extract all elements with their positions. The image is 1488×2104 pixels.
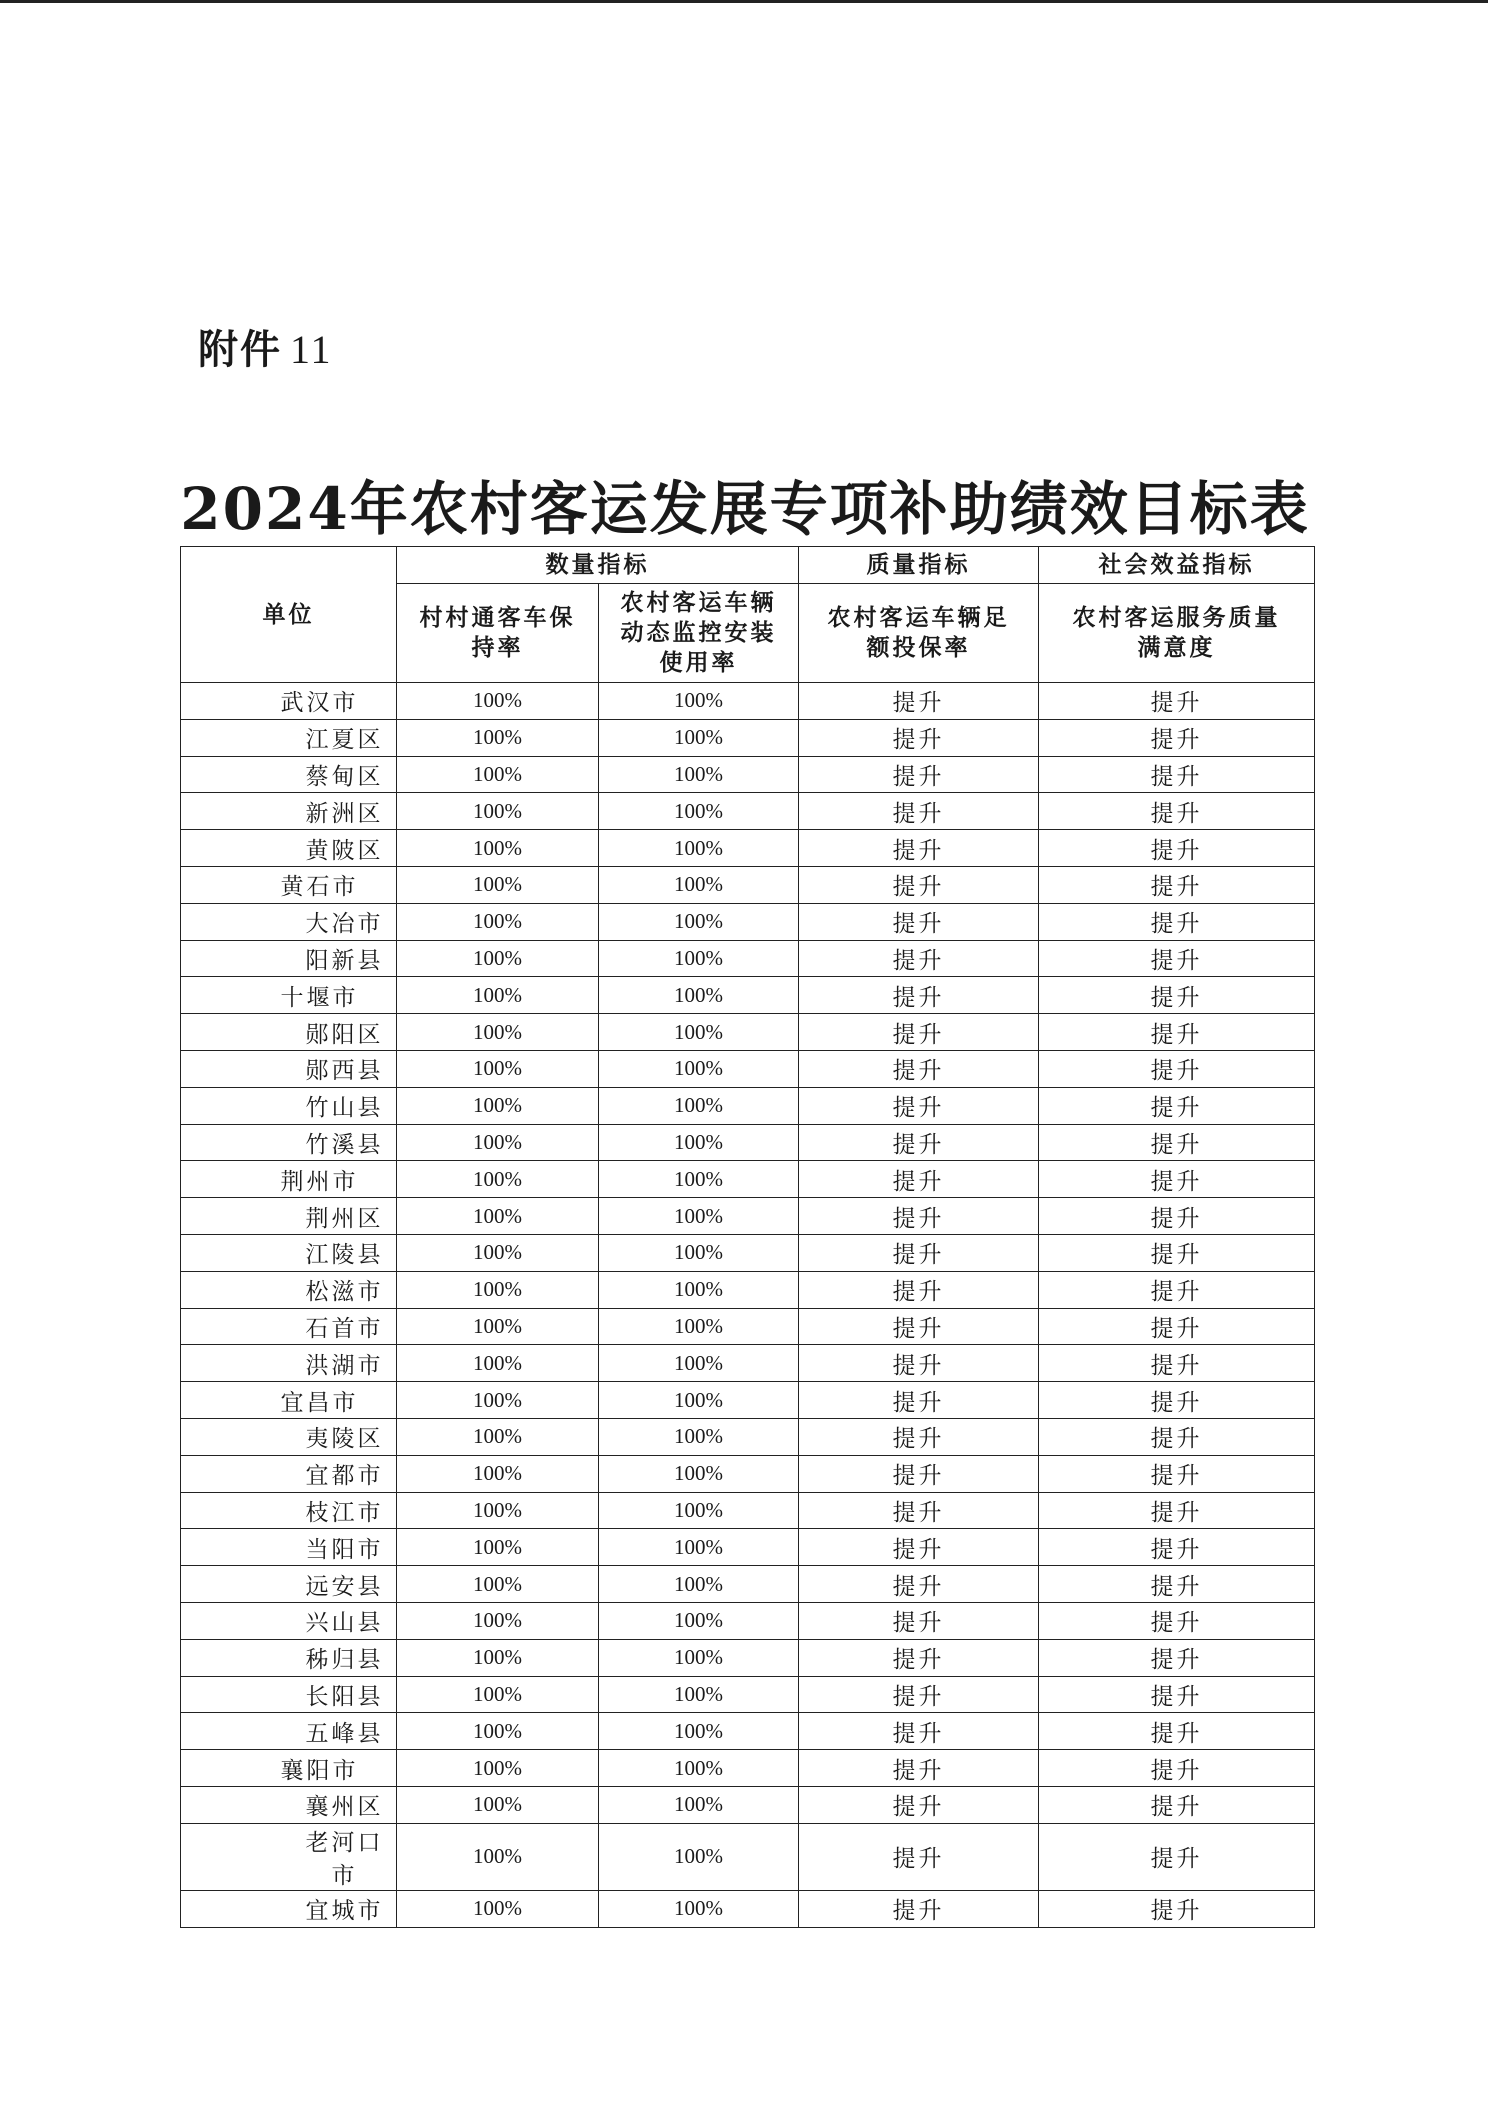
insurance-rate-cell: 提升 (799, 940, 1039, 977)
page-title: 2024年农村客运发展专项补助绩效目标表 (180, 475, 1310, 543)
unit-cell: 兴山县 (181, 1602, 397, 1639)
table-row (181, 903, 1315, 940)
insurance-rate-cell: 提升 (799, 1639, 1039, 1676)
unit-cell: 江陵县 (181, 1234, 397, 1271)
unit-cell: 阳新县 (181, 940, 397, 977)
insurance-rate-cell: 提升 (799, 793, 1039, 830)
insurance-rate-cell: 提升 (799, 719, 1039, 756)
table-row (181, 1602, 1315, 1639)
village-bus-rate-cell: 100% (397, 1713, 599, 1750)
village-bus-rate-cell: 100% (397, 1455, 599, 1492)
insurance-rate-cell: 提升 (799, 1529, 1039, 1566)
table-row (181, 1455, 1315, 1492)
table-row (181, 1087, 1315, 1124)
monitoring-rate-cell: 100% (599, 1161, 799, 1198)
village-bus-rate-cell: 100% (397, 1418, 599, 1455)
table-row (181, 683, 1315, 720)
insurance-rate-cell: 提升 (799, 1418, 1039, 1455)
village-bus-rate-cell: 100% (397, 1492, 599, 1529)
village-bus-rate-cell: 100% (397, 1602, 599, 1639)
monitoring-rate-cell: 100% (599, 1890, 799, 1927)
village-bus-rate-cell: 100% (397, 903, 599, 940)
satisfaction-cell: 提升 (1039, 1455, 1315, 1492)
monitoring-rate-cell: 100% (599, 1124, 799, 1161)
satisfaction-cell: 提升 (1039, 1890, 1315, 1927)
table-row (181, 1382, 1315, 1419)
village-bus-rate-cell: 100% (397, 940, 599, 977)
insurance-rate-cell: 提升 (799, 1234, 1039, 1271)
village-bus-rate-cell: 100% (397, 1234, 599, 1271)
monitoring-rate-cell: 100% (599, 1566, 799, 1603)
unit-cell: 远安县 (181, 1566, 397, 1603)
village-bus-rate-cell: 100% (397, 683, 599, 720)
satisfaction-cell: 提升 (1039, 1014, 1315, 1051)
insurance-rate-cell: 提升 (799, 683, 1039, 720)
monitoring-rate-cell: 100% (599, 1786, 799, 1823)
monitoring-rate-cell: 100% (599, 1713, 799, 1750)
monitoring-rate-cell: 100% (599, 793, 799, 830)
unit-cell: 长阳县 (181, 1676, 397, 1713)
unit-cell: 宜城市 (181, 1890, 397, 1927)
unit-cell: 黄石市 (181, 866, 397, 903)
village-bus-rate-cell: 100% (397, 1345, 599, 1382)
satisfaction-cell: 提升 (1039, 1676, 1315, 1713)
table-row (181, 1198, 1315, 1235)
col-header-monitoring-rate: 农村客运车辆动态监控安装使用率 (599, 584, 799, 683)
attachment-label (198, 318, 333, 375)
table-row (181, 1308, 1315, 1345)
monitoring-rate-cell: 100% (599, 1087, 799, 1124)
monitoring-rate-cell: 100% (599, 1198, 799, 1235)
insurance-rate-cell: 提升 (799, 1198, 1039, 1235)
unit-cell: 宜昌市 (181, 1382, 397, 1419)
table-row (181, 1050, 1315, 1087)
monitoring-rate-cell: 100% (599, 719, 799, 756)
monitoring-rate-cell: 100% (599, 1382, 799, 1419)
monitoring-rate-cell: 100% (599, 1308, 799, 1345)
table-row (181, 977, 1315, 1014)
satisfaction-cell: 提升 (1039, 903, 1315, 940)
unit-cell: 石首市 (181, 1308, 397, 1345)
village-bus-rate-cell: 100% (397, 1161, 599, 1198)
monitoring-rate-cell: 100% (599, 1639, 799, 1676)
monitoring-rate-cell: 100% (599, 756, 799, 793)
insurance-rate-cell: 提升 (799, 1271, 1039, 1308)
village-bus-rate-cell: 100% (397, 1639, 599, 1676)
village-bus-rate-cell: 100% (397, 793, 599, 830)
insurance-rate-cell: 提升 (799, 1308, 1039, 1345)
col-header-insurance-rate: 农村客运车辆足额投保率 (799, 584, 1039, 683)
insurance-rate-cell: 提升 (799, 756, 1039, 793)
monitoring-rate-cell: 100% (599, 1014, 799, 1051)
village-bus-rate-cell: 100% (397, 1750, 599, 1787)
attachment-label-text: 附件 (198, 327, 282, 373)
monitoring-rate-cell: 100% (599, 1455, 799, 1492)
monitoring-rate-cell: 100% (599, 1050, 799, 1087)
satisfaction-cell: 提升 (1039, 1382, 1315, 1419)
village-bus-rate-cell: 100% (397, 719, 599, 756)
col-header-village-bus-rate: 村村通客车保持率 (397, 584, 599, 683)
table-row (181, 1234, 1315, 1271)
header-row-groups (181, 547, 1315, 584)
unit-cell: 枝江市 (181, 1492, 397, 1529)
insurance-rate-cell: 提升 (799, 1786, 1039, 1823)
satisfaction-cell: 提升 (1039, 1823, 1315, 1890)
unit-cell: 竹山县 (181, 1087, 397, 1124)
table-row (181, 1529, 1315, 1566)
table-row (181, 1676, 1315, 1713)
unit-cell: 郧西县 (181, 1050, 397, 1087)
unit-cell: 十堰市 (181, 977, 397, 1014)
village-bus-rate-cell: 100% (397, 1087, 599, 1124)
table-row (181, 940, 1315, 977)
unit-cell: 郧阳区 (181, 1014, 397, 1051)
table-row (181, 1750, 1315, 1787)
village-bus-rate-cell: 100% (397, 1382, 599, 1419)
table-row (181, 1161, 1315, 1198)
satisfaction-cell: 提升 (1039, 940, 1315, 977)
table-row (181, 830, 1315, 867)
satisfaction-cell: 提升 (1039, 1602, 1315, 1639)
insurance-rate-cell: 提升 (799, 1676, 1039, 1713)
unit-cell: 宜都市 (181, 1455, 397, 1492)
monitoring-rate-cell: 100% (599, 1492, 799, 1529)
monitoring-rate-cell: 100% (599, 830, 799, 867)
table-row (181, 1639, 1315, 1676)
satisfaction-cell: 提升 (1039, 1529, 1315, 1566)
page-top-border (0, 0, 1488, 3)
insurance-rate-cell: 提升 (799, 1713, 1039, 1750)
satisfaction-cell: 提升 (1039, 1087, 1315, 1124)
table-row (181, 1345, 1315, 1382)
satisfaction-cell: 提升 (1039, 719, 1315, 756)
village-bus-rate-cell: 100% (397, 1308, 599, 1345)
insurance-rate-cell: 提升 (799, 977, 1039, 1014)
monitoring-rate-cell: 100% (599, 1602, 799, 1639)
satisfaction-cell: 提升 (1039, 1418, 1315, 1455)
village-bus-rate-cell: 100% (397, 1050, 599, 1087)
village-bus-rate-cell: 100% (397, 1890, 599, 1927)
unit-cell: 襄州区 (181, 1786, 397, 1823)
insurance-rate-cell: 提升 (799, 1750, 1039, 1787)
satisfaction-cell: 提升 (1039, 683, 1315, 720)
insurance-rate-cell: 提升 (799, 1161, 1039, 1198)
monitoring-rate-cell: 100% (599, 1750, 799, 1787)
insurance-rate-cell: 提升 (799, 1455, 1039, 1492)
satisfaction-cell: 提升 (1039, 1161, 1315, 1198)
satisfaction-cell: 提升 (1039, 1271, 1315, 1308)
village-bus-rate-cell: 100% (397, 1014, 599, 1051)
village-bus-rate-cell: 100% (397, 1198, 599, 1235)
insurance-rate-cell: 提升 (799, 1014, 1039, 1051)
satisfaction-cell: 提升 (1039, 1713, 1315, 1750)
unit-cell: 五峰县 (181, 1713, 397, 1750)
satisfaction-cell: 提升 (1039, 1308, 1315, 1345)
unit-cell: 竹溪县 (181, 1124, 397, 1161)
table-row (181, 1890, 1315, 1927)
satisfaction-cell: 提升 (1039, 1345, 1315, 1382)
village-bus-rate-cell: 100% (397, 1786, 599, 1823)
unit-cell: 荆州市 (181, 1161, 397, 1198)
monitoring-rate-cell: 100% (599, 940, 799, 977)
table-row (181, 866, 1315, 903)
group-header-quality: 质量指标 (799, 547, 1039, 584)
monitoring-rate-cell: 100% (599, 977, 799, 1014)
table-row (181, 1492, 1315, 1529)
monitoring-rate-cell: 100% (599, 1418, 799, 1455)
satisfaction-cell: 提升 (1039, 1234, 1315, 1271)
unit-cell: 武汉市 (181, 683, 397, 720)
insurance-rate-cell: 提升 (799, 1492, 1039, 1529)
col-header-satisfaction: 农村客运服务质量满意度 (1039, 584, 1315, 683)
table-row (181, 1271, 1315, 1308)
satisfaction-cell: 提升 (1039, 793, 1315, 830)
monitoring-rate-cell: 100% (599, 1823, 799, 1890)
village-bus-rate-cell: 100% (397, 1271, 599, 1308)
insurance-rate-cell: 提升 (799, 866, 1039, 903)
unit-cell: 松滋市 (181, 1271, 397, 1308)
monitoring-rate-cell: 100% (599, 1676, 799, 1713)
satisfaction-cell: 提升 (1039, 977, 1315, 1014)
insurance-rate-cell: 提升 (799, 830, 1039, 867)
unit-cell: 秭归县 (181, 1639, 397, 1676)
attachment-number: 11 (290, 327, 333, 372)
village-bus-rate-cell: 100% (397, 1529, 599, 1566)
monitoring-rate-cell: 100% (599, 1529, 799, 1566)
village-bus-rate-cell: 100% (397, 830, 599, 867)
unit-cell: 襄阳市 (181, 1750, 397, 1787)
table-row (181, 1823, 1315, 1890)
unit-cell: 蔡甸区 (181, 756, 397, 793)
unit-cell: 大冶市 (181, 903, 397, 940)
unit-cell: 当阳市 (181, 1529, 397, 1566)
village-bus-rate-cell: 100% (397, 756, 599, 793)
satisfaction-cell: 提升 (1039, 866, 1315, 903)
insurance-rate-cell: 提升 (799, 1602, 1039, 1639)
monitoring-rate-cell: 100% (599, 1234, 799, 1271)
insurance-rate-cell: 提升 (799, 1823, 1039, 1890)
unit-cell: 黄陂区 (181, 830, 397, 867)
village-bus-rate-cell: 100% (397, 1124, 599, 1161)
satisfaction-cell: 提升 (1039, 1566, 1315, 1603)
village-bus-rate-cell: 100% (397, 1566, 599, 1603)
insurance-rate-cell: 提升 (799, 1345, 1039, 1382)
unit-cell: 新洲区 (181, 793, 397, 830)
group-header-social: 社会效益指标 (1039, 547, 1315, 584)
village-bus-rate-cell: 100% (397, 866, 599, 903)
unit-cell: 荆州区 (181, 1198, 397, 1235)
satisfaction-cell: 提升 (1039, 1750, 1315, 1787)
table-row (181, 719, 1315, 756)
table-row (181, 1713, 1315, 1750)
table-row (181, 1786, 1315, 1823)
village-bus-rate-cell: 100% (397, 1823, 599, 1890)
unit-cell: 老河口市 (181, 1823, 397, 1890)
insurance-rate-cell: 提升 (799, 903, 1039, 940)
satisfaction-cell: 提升 (1039, 756, 1315, 793)
satisfaction-cell: 提升 (1039, 1492, 1315, 1529)
group-header-quantity: 数量指标 (397, 547, 799, 584)
table-row (181, 756, 1315, 793)
monitoring-rate-cell: 100% (599, 1271, 799, 1308)
unit-cell: 洪湖市 (181, 1345, 397, 1382)
unit-cell: 江夏区 (181, 719, 397, 756)
monitoring-rate-cell: 100% (599, 1345, 799, 1382)
village-bus-rate-cell: 100% (397, 1676, 599, 1713)
monitoring-rate-cell: 100% (599, 866, 799, 903)
insurance-rate-cell: 提升 (799, 1566, 1039, 1603)
satisfaction-cell: 提升 (1039, 1124, 1315, 1161)
insurance-rate-cell: 提升 (799, 1382, 1039, 1419)
satisfaction-cell: 提升 (1039, 830, 1315, 867)
insurance-rate-cell: 提升 (799, 1050, 1039, 1087)
satisfaction-cell: 提升 (1039, 1198, 1315, 1235)
monitoring-rate-cell: 100% (599, 903, 799, 940)
performance-target-table (180, 546, 1315, 1928)
table-row (181, 793, 1315, 830)
satisfaction-cell: 提升 (1039, 1639, 1315, 1676)
monitoring-rate-cell: 100% (599, 683, 799, 720)
table-row (181, 1124, 1315, 1161)
table-body (181, 683, 1315, 1928)
unit-cell: 夷陵区 (181, 1418, 397, 1455)
table-row (181, 1418, 1315, 1455)
satisfaction-cell: 提升 (1039, 1786, 1315, 1823)
insurance-rate-cell: 提升 (799, 1890, 1039, 1927)
village-bus-rate-cell: 100% (397, 977, 599, 1014)
insurance-rate-cell: 提升 (799, 1124, 1039, 1161)
satisfaction-cell: 提升 (1039, 1050, 1315, 1087)
table-row (181, 1566, 1315, 1603)
insurance-rate-cell: 提升 (799, 1087, 1039, 1124)
table-row (181, 1014, 1315, 1051)
col-header-unit: 单位 (181, 547, 397, 683)
